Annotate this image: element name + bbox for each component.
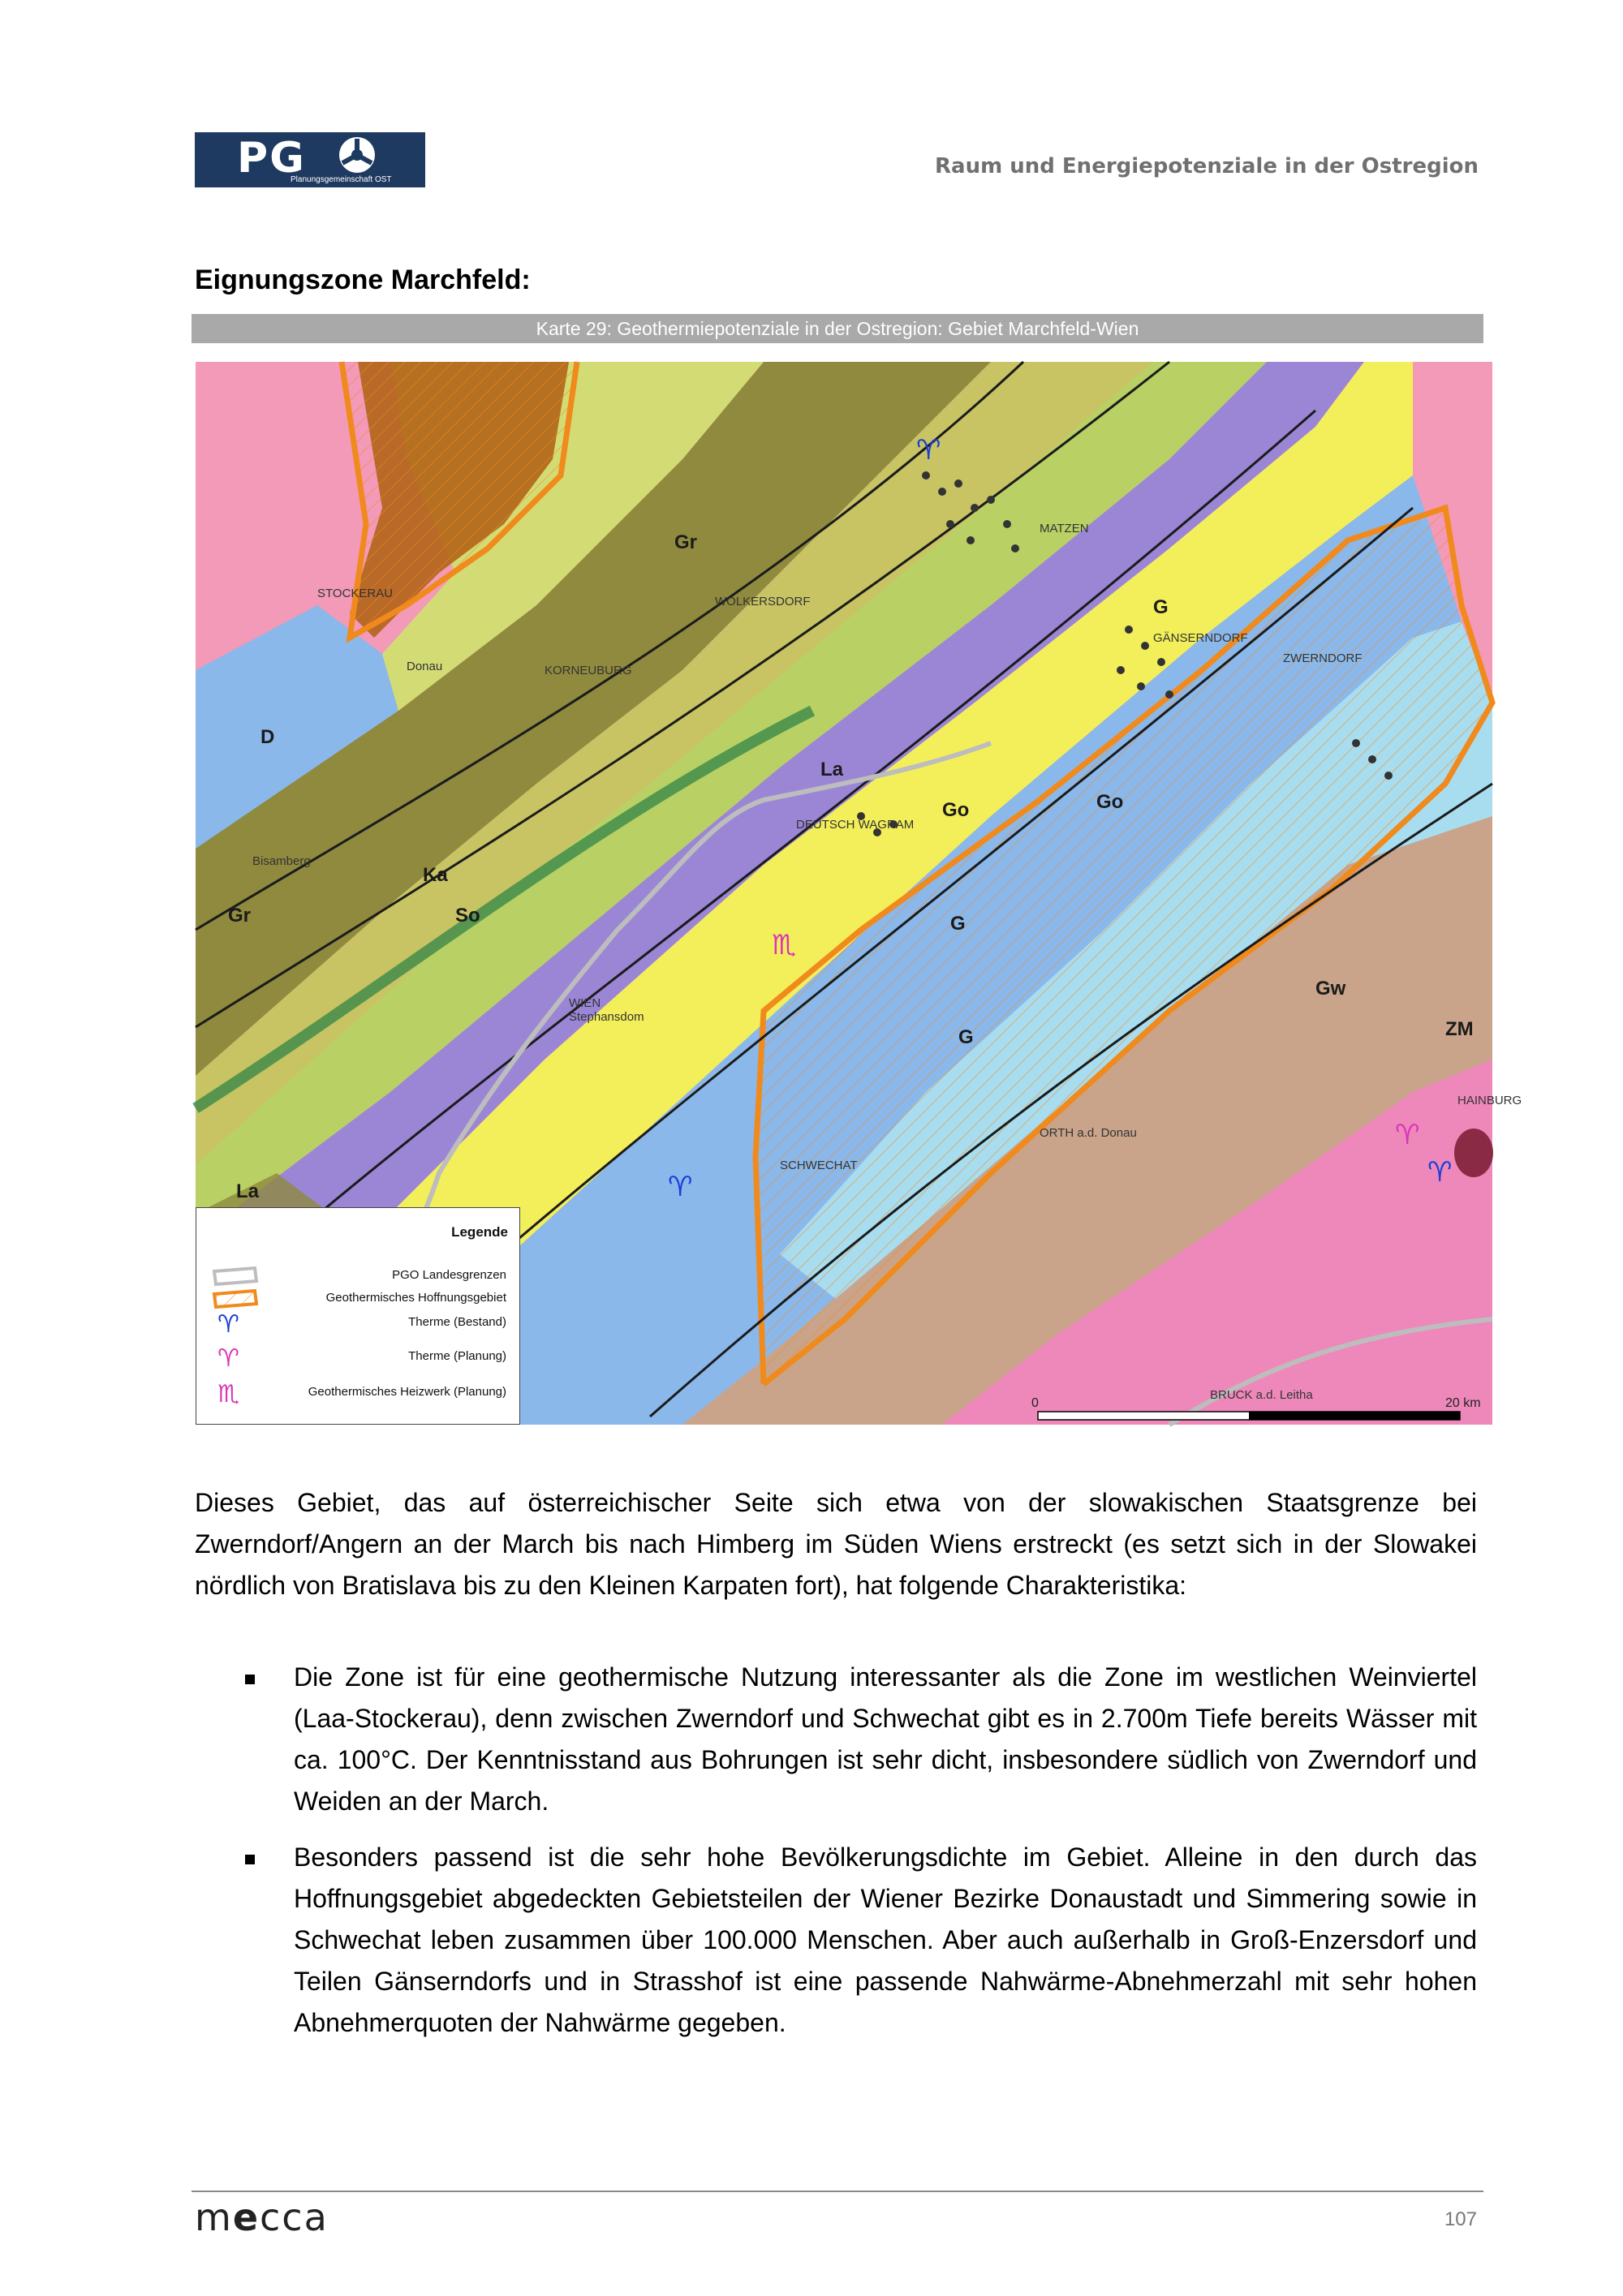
zone-label: Gr xyxy=(228,905,252,927)
place-label: BRUCK a.d. Leitha xyxy=(1210,1388,1313,1402)
bullet-item: Besonders passend ist die sehr hohe Bevölkerungsdichte im Gebiet. Alleine in den durch das Hoffnungsgebiet abgedeckten Gebietsteilen der Wiener Bezirke Donaustadt und Simmering sowie in Schwechat leben zusammen über 100.000 Menschen. Aber auch außerhalb in Groß-Enzersdorf und Teilen Gänserndorfs und in Strasshof ist eine passende Nahwärme-Abnehmerzahl mit sehr hohen Abnehmerquoten der Nahwärme gegeben. xyxy=(294,1842,1477,2037)
legend-item xyxy=(196,1378,506,1411)
legend-label: Geothermisches Hoffnungsgebiet xyxy=(325,1291,506,1305)
zone-label: Go xyxy=(942,799,970,821)
document-title: Raum und Energiepotenziale in der Ostregion xyxy=(935,154,1479,178)
logo-text: PG xyxy=(237,134,306,183)
logo-subtitle: Planungsgemeinschaft OST xyxy=(291,175,392,184)
legend-label: Therme (Planung) xyxy=(408,1349,506,1363)
page-number: 107 xyxy=(1444,2208,1477,2230)
blue-therme-icon xyxy=(668,1171,692,1203)
logo-part: cca xyxy=(260,2195,329,2239)
place-label: STOCKERAU xyxy=(317,587,394,600)
legend-title: Legende xyxy=(451,1224,508,1240)
legend-label: PGO Landesgrenzen xyxy=(392,1268,506,1282)
hainburg-area xyxy=(1454,1129,1493,1177)
zone-label: ZM xyxy=(1445,1018,1474,1040)
legend-item xyxy=(196,1309,506,1341)
place-label: Donau xyxy=(407,660,443,673)
logo-part: e xyxy=(232,2195,260,2239)
blue-therme-icon xyxy=(916,434,941,467)
zone-label: La xyxy=(820,759,844,780)
zone-label: G xyxy=(1153,596,1169,618)
place-label: WIEN xyxy=(569,996,601,1010)
place-label: Bisamberg xyxy=(252,854,311,868)
intro-paragraph: Dieses Gebiet, das auf österreichischer Seite sich etwa von der slowakischen Staatsgrenze bei Zwerndorf/Angern an der March bis nach Himberg im Süden Wiens erstreckt (es setzt sich in der Slowakei nördlich von Bratislava bis zu den Kleinen Karpaten fort), hat folgende Charakteristika: xyxy=(195,1488,1477,1600)
heizwerk-icon: ♏ xyxy=(217,1380,239,1408)
place-label: GÄNSERNDORF xyxy=(1153,631,1248,645)
mecca-logo xyxy=(195,2195,329,2239)
legend-item xyxy=(196,1343,506,1375)
svg-text:♈: ♈ xyxy=(1427,1156,1453,1189)
scale-end: 20 km xyxy=(1445,1396,1481,1410)
zone-label: Go xyxy=(1096,791,1124,813)
place-label: DEUTSCH WAGRAM xyxy=(796,818,915,832)
pink-therme-icon xyxy=(1395,1119,1419,1151)
legend-label: Therme (Bestand) xyxy=(408,1315,506,1329)
zone-label: Gw xyxy=(1315,978,1346,1000)
place-label: WOLKERSDORF xyxy=(715,595,811,608)
map-caption-bar xyxy=(192,314,1483,343)
place-label: MATZEN xyxy=(1040,522,1089,535)
zone-label: G xyxy=(950,913,966,935)
map-caption: Karte 29: Geothermiepotenziale in der Ostregion: Gebiet Marchfeld-Wien xyxy=(536,318,1139,339)
map-legend xyxy=(196,1207,520,1425)
legend-label: Geothermisches Heizwerk (Planung) xyxy=(308,1385,506,1399)
pink-therme-icon: ♈ xyxy=(217,1344,239,1373)
section-title: Eignungszone Marchfeld: xyxy=(195,264,531,295)
svg-text:♏: ♏ xyxy=(772,929,797,961)
place-label: SCHWECHAT xyxy=(780,1159,858,1172)
bullet-icon xyxy=(245,1675,255,1684)
pgo-logo xyxy=(195,132,425,187)
place-label: HAINBURG xyxy=(1457,1094,1522,1107)
blue-therme-icon xyxy=(1427,1156,1452,1189)
bullet-icon xyxy=(245,1855,255,1864)
zone-label: So xyxy=(455,905,480,927)
place-label: KORNEUBURG xyxy=(545,664,632,677)
bullet-item: Die Zone ist für eine geothermische Nutzung interessanter als die Zone im westlichen Weinviertel (Laa-Stockerau), denn zwischen Zwerndorf und Schwechat gibt es in 2.700m Tiefe bereits Wässer mit ca. 100°C. Der Kenntnisstand aus Bohrungen ist sehr dicht, insbesondere südlich von Zwerndorf und Weiden an der March. xyxy=(294,1662,1477,1816)
zone-label: La xyxy=(236,1180,260,1202)
svg-text:♈: ♈ xyxy=(668,1171,693,1203)
place-label: ZWERNDORF xyxy=(1283,651,1363,665)
footer-divider xyxy=(192,2191,1483,2192)
svg-text:♈: ♈ xyxy=(916,434,941,467)
logo-part: m xyxy=(195,2195,233,2239)
blue-therme-icon: ♈ xyxy=(217,1310,239,1339)
heizwerk-icon xyxy=(772,929,796,961)
zone-label: G xyxy=(958,1026,974,1048)
scale-start: 0 xyxy=(1031,1396,1039,1410)
place-label: ORTH a.d. Donau xyxy=(1040,1126,1137,1140)
zone-label: Ka xyxy=(423,864,448,886)
place-label: Stephansdom xyxy=(569,1010,644,1024)
geology-map xyxy=(196,362,1522,1425)
logo-wheel-icon xyxy=(339,137,375,173)
zone-label: Gr xyxy=(674,531,698,553)
zone-label: D xyxy=(260,726,275,748)
svg-text:♈: ♈ xyxy=(1395,1119,1420,1151)
